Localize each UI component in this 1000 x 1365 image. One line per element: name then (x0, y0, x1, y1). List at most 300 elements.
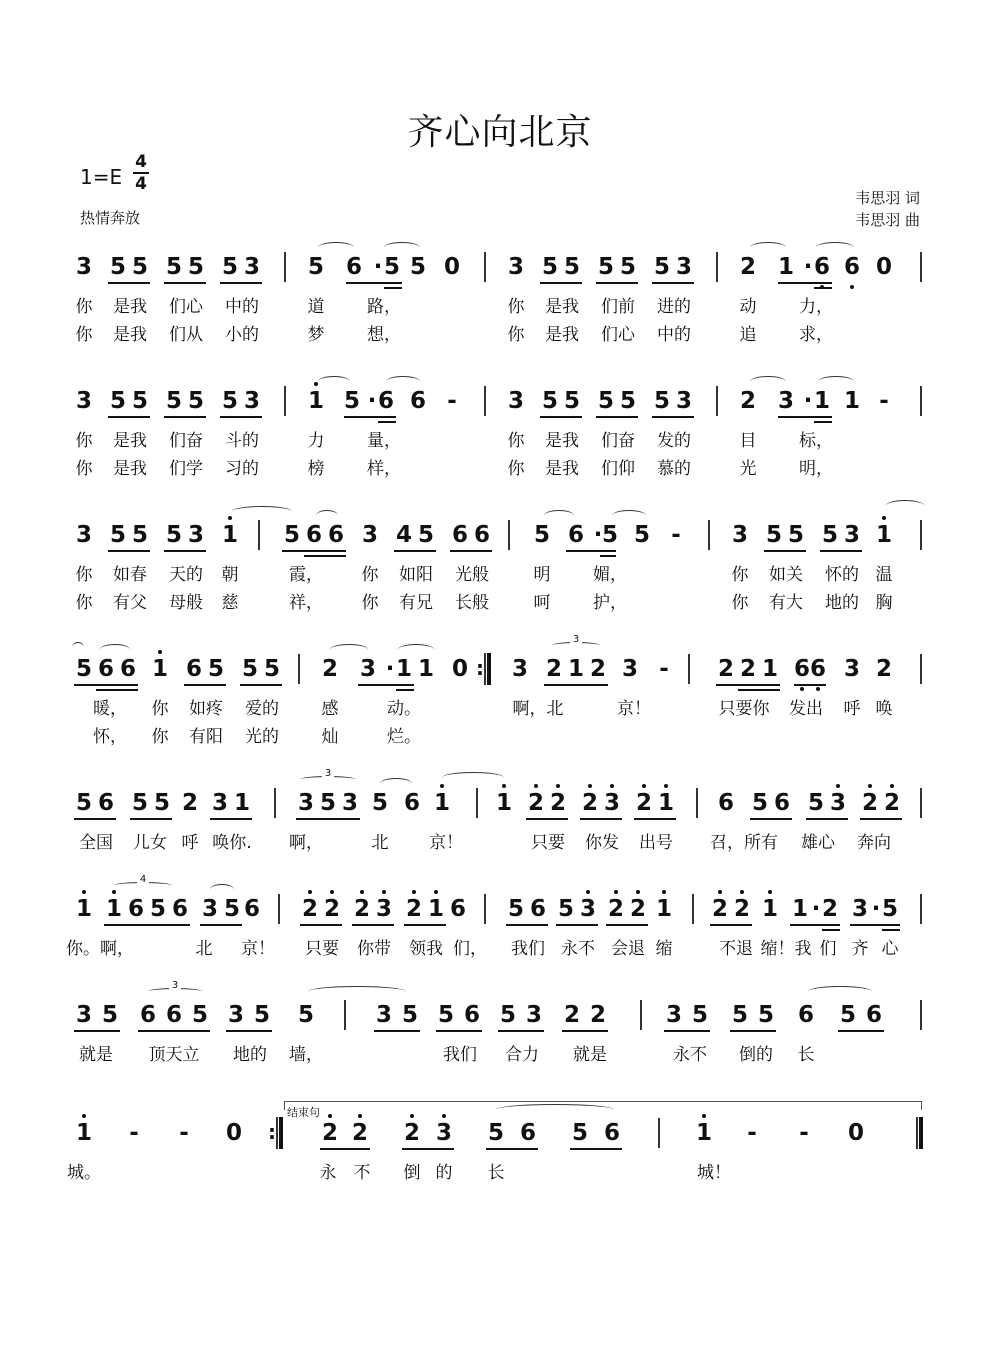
beam-underline (436, 1030, 482, 1032)
note: 5 (731, 1002, 749, 1028)
lyric-text: 们心 (601, 325, 635, 345)
barline (696, 788, 698, 818)
lyric-text: 中的 (657, 325, 691, 345)
beam-underline (164, 282, 206, 284)
beam-underline (498, 1030, 544, 1032)
slur-arc (612, 510, 646, 521)
note: 6 (171, 896, 189, 922)
beam-underline (540, 416, 582, 418)
note: 2 (563, 1002, 581, 1028)
slur-arc (72, 642, 84, 653)
beam-underline (652, 282, 694, 284)
note: 2 (527, 790, 545, 816)
note: 5 (807, 790, 825, 816)
note: 5 (187, 388, 205, 414)
lyric-text: 发的 (657, 431, 691, 451)
barline (508, 520, 510, 550)
lyric-text: 你 (75, 593, 93, 613)
lyric-text: 烂。 (387, 727, 421, 747)
lyric-text: 只要 (305, 939, 339, 959)
lyric-text: 道 (307, 297, 325, 317)
lyric-text: 祥， (289, 593, 323, 613)
slur-arc (818, 376, 854, 387)
lyric-text: 慈 (221, 593, 239, 613)
beam-underline (606, 924, 648, 926)
note: 5 (75, 790, 93, 816)
note: 5 (417, 522, 435, 548)
ending-label: 结束句 (287, 1106, 320, 1119)
lyric-text: 中的 (225, 297, 259, 317)
note: 5 (109, 522, 127, 548)
lyricist-credit: 韦思羽 词 (855, 189, 920, 207)
lyric-text: 地的 (825, 593, 859, 613)
beam-underline (664, 1030, 710, 1032)
lyric-text: 永不 (561, 939, 595, 959)
beam-underline (108, 416, 150, 418)
note: 3 (507, 388, 525, 414)
beam-underline (130, 818, 172, 820)
beam-underline (282, 550, 346, 552)
note: 3 (435, 1120, 453, 1146)
lyric-text: 怀的 (825, 565, 859, 585)
lyric-text: 量， (367, 431, 401, 451)
lyric-text: 有大 (769, 593, 803, 613)
lyric-text: 斗的 (225, 431, 259, 451)
lyric-text: 光 (739, 459, 757, 479)
beam-underline (304, 555, 346, 557)
beam-underline (570, 1148, 622, 1150)
beam-underline (184, 684, 226, 686)
lyric-text: 全国 (79, 833, 113, 853)
lyric-text: 京！ (241, 939, 275, 959)
note: 3 (525, 1002, 543, 1028)
repeat-end-barline (484, 653, 491, 685)
beam-underline (794, 684, 826, 686)
note: 2 (351, 1120, 369, 1146)
note: 5 (787, 522, 805, 548)
note: 3 (227, 1002, 245, 1028)
lyric-text: 如阳 (399, 565, 433, 585)
note: 1 (75, 896, 93, 922)
lyric-text: 想， (367, 325, 401, 345)
note: 6 (463, 1002, 481, 1028)
note: 6 (403, 790, 421, 816)
note: 5 (499, 1002, 517, 1028)
note: 2 (321, 1120, 339, 1146)
note: 5 (131, 790, 149, 816)
lyric-text: 是我 (545, 459, 579, 479)
note: 6 (305, 522, 323, 548)
note: 5 (383, 254, 401, 280)
note: · (811, 896, 821, 922)
note: 2 (545, 656, 563, 682)
beam-underline (200, 924, 242, 926)
barline (920, 788, 922, 818)
lyric-text: 母般 (169, 593, 203, 613)
lyric-text: 是我 (545, 297, 579, 317)
lyric-text: 如疼 (189, 699, 223, 719)
lyric-text: 如春 (113, 565, 147, 585)
slur-arc (316, 510, 338, 521)
beam-underline (346, 282, 402, 284)
barline (274, 788, 276, 818)
note: 3 (243, 388, 261, 414)
note: 3 (603, 790, 621, 816)
note: - (671, 522, 681, 548)
note: 6 (345, 254, 363, 280)
lyric-text: 路， (367, 297, 401, 317)
beam-underline (240, 684, 282, 686)
note: 3 (621, 656, 639, 682)
lyric-text: 有阳 (189, 727, 223, 747)
note: · (593, 522, 603, 548)
note: 3 (211, 790, 229, 816)
tuplet-number: 4 (137, 874, 149, 885)
page-title: 齐心向北京 (407, 112, 593, 153)
ending-bracket (284, 1101, 922, 1110)
note: 1 (843, 388, 861, 414)
note: 0 (847, 1120, 865, 1146)
note: 6 (139, 1002, 157, 1028)
note: 5 (533, 522, 551, 548)
note: 5 (619, 254, 637, 280)
note: 5 (319, 790, 337, 816)
lyric-text: 啊，北 (512, 699, 564, 719)
lyric-text: 北 (195, 939, 213, 959)
note: 3 (75, 1002, 93, 1028)
note: 5 (633, 522, 651, 548)
note: 3 (75, 522, 93, 548)
note: 5 (751, 790, 769, 816)
note: 5 (241, 656, 259, 682)
lyric-text: 召，所有 (710, 833, 778, 853)
note: 2 (405, 896, 423, 922)
note: 1 (657, 790, 675, 816)
note: 5 (101, 1002, 119, 1028)
lyric-text: 不退 (719, 939, 753, 959)
note: 1 (233, 790, 251, 816)
note: 3 (843, 522, 861, 548)
note: 1 (695, 1120, 713, 1146)
note: 3 (359, 656, 377, 682)
barline (920, 1000, 922, 1030)
note: 5 (437, 1002, 455, 1028)
beam-underline (716, 684, 780, 686)
lyric-text: 地的 (233, 1045, 267, 1065)
lyric-text: 们奋 (169, 431, 203, 451)
beam-underline (74, 1030, 120, 1032)
note: 5 (343, 388, 361, 414)
beam-underline (486, 1148, 538, 1150)
note: 6 (813, 254, 831, 280)
slur-arc (544, 510, 574, 521)
barline (692, 894, 694, 924)
lyric-text: 城。 (67, 1163, 101, 1183)
note: 3 (579, 896, 597, 922)
beam-underline (210, 818, 252, 820)
note: 2 (549, 790, 567, 816)
key-signature: 1=E (80, 165, 123, 189)
note: 5 (839, 1002, 857, 1028)
note: 3 (829, 790, 847, 816)
lyric-text: 不 (353, 1163, 371, 1183)
lyric-text: 你 (507, 325, 525, 345)
lyric-text: 光般 (455, 565, 489, 585)
lyric-text: 天的 (169, 565, 203, 585)
note: 3 (675, 254, 693, 280)
note: 1 (417, 656, 435, 682)
beam-underline (164, 416, 206, 418)
lyric-text: 力， (799, 297, 833, 317)
note: 6 (165, 1002, 183, 1028)
note: 5 (619, 388, 637, 414)
note: 2 (861, 790, 879, 816)
note: 0 (225, 1120, 243, 1146)
barline (258, 520, 260, 550)
note: 6 (451, 522, 469, 548)
note: 3 (511, 656, 529, 682)
note: 2 (883, 790, 901, 816)
lyric-text: 只要 (531, 833, 565, 853)
lyric-text: 朝 (221, 565, 239, 585)
lyric-text: 榜 (307, 459, 325, 479)
lyric-text: 们心 (169, 297, 203, 317)
note: 5 (307, 254, 325, 280)
beam-underline (384, 287, 402, 289)
note: 1 (433, 790, 451, 816)
beam-underline (566, 550, 616, 552)
beam-underline (838, 1030, 884, 1032)
barline (920, 252, 922, 282)
beam-underline (596, 416, 638, 418)
note: 5 (507, 896, 525, 922)
note: - (747, 1120, 757, 1146)
tuplet-number: 3 (169, 980, 181, 991)
lyric-text: 你 (75, 431, 93, 451)
note: 1 (791, 896, 809, 922)
note: 1 (495, 790, 513, 816)
lyric-text: 倒 (403, 1163, 421, 1183)
barline (688, 654, 690, 684)
note: 2 (629, 896, 647, 922)
beam-underline (540, 282, 582, 284)
note: 3 (341, 790, 359, 816)
beam-underline (556, 924, 598, 926)
note: 6 (243, 896, 261, 922)
note: 5 (765, 522, 783, 548)
note: 2 (607, 896, 625, 922)
slur-arc (232, 506, 292, 517)
note: 2 (323, 896, 341, 922)
lyric-text: 是我 (545, 431, 579, 451)
note: 3 (75, 388, 93, 414)
lyric-text: 长 (797, 1045, 815, 1065)
note: 5 (223, 896, 241, 922)
tuplet-number: 3 (322, 768, 334, 779)
lyric-text: 合力 (505, 1045, 539, 1065)
note: 6 (473, 522, 491, 548)
barline (658, 1118, 660, 1148)
note: 5 (165, 388, 183, 414)
slur-arc (210, 884, 234, 895)
note: 5 (597, 254, 615, 280)
note: 5 (597, 388, 615, 414)
lyric-text: 暖， (93, 699, 127, 719)
lyric-text: 你 (361, 565, 379, 585)
lyric-text: 永不 (673, 1045, 707, 1065)
lyric-text: 齐 (851, 939, 869, 959)
note: 3 (297, 790, 315, 816)
beam-underline (652, 416, 694, 418)
barline (920, 654, 922, 684)
lyric-text: 你 (507, 459, 525, 479)
beam-underline (764, 550, 806, 552)
lyric-text: 唤 (875, 699, 893, 719)
beam-underline (74, 684, 138, 686)
note: - (659, 656, 669, 682)
slur-arc (398, 644, 434, 655)
note: 1 (75, 1120, 93, 1146)
beam-underline (580, 818, 622, 820)
note: 3 (675, 388, 693, 414)
lyric-text: 北 (371, 833, 389, 853)
lyric-text: 你 (731, 565, 749, 585)
lyric-text: 京！ (429, 833, 463, 853)
note: 6 (97, 790, 115, 816)
lyric-text: 就是 (79, 1045, 113, 1065)
note: 2 (589, 1002, 607, 1028)
note: 5 (541, 388, 559, 414)
note: 2 (403, 1120, 421, 1146)
lyric-text: 啊， (289, 833, 323, 853)
note: 1 (395, 656, 413, 682)
lyric-text: 动。 (387, 699, 421, 719)
lyric-text: 感 (321, 699, 339, 719)
note: 2 (635, 790, 653, 816)
note: 5 (653, 388, 671, 414)
lyric-text: 媚， (593, 565, 627, 585)
note: - (799, 1120, 809, 1146)
beam-underline (738, 689, 780, 691)
repeat-dots: : (268, 1120, 276, 1144)
lyric-text: 你 (361, 593, 379, 613)
tempo-marking: 热情奔放 (80, 209, 141, 227)
note: 6 (567, 522, 585, 548)
lyric-text: 进的 (657, 297, 691, 317)
lyric-text: 缩！我 (760, 939, 812, 959)
beam-underline (450, 550, 492, 552)
note: 0 (451, 656, 469, 682)
barline (920, 386, 922, 416)
note: 2 (353, 896, 371, 922)
note: 5 (165, 254, 183, 280)
beam-underline (394, 550, 436, 552)
note: 6 (603, 1120, 621, 1146)
note: 5 (221, 254, 239, 280)
beam-underline (296, 818, 360, 820)
barline (640, 1000, 642, 1030)
lyric-text: 们奋 (601, 431, 635, 451)
beam-underline (822, 929, 840, 931)
barline (716, 252, 718, 282)
beam-underline (778, 282, 832, 284)
beam-underline (506, 924, 548, 926)
note: 5 (207, 656, 225, 682)
beam-underline (108, 550, 150, 552)
lyric-text: 追 (739, 325, 757, 345)
note: · (803, 388, 813, 414)
beam-underline (882, 929, 900, 931)
lyric-text: 呵 (533, 593, 551, 613)
note: - (879, 388, 889, 414)
lyric-text: 我们 (443, 1045, 477, 1065)
note: 1 (761, 896, 779, 922)
note: 2 (711, 896, 729, 922)
lyric-text: 明， (799, 459, 833, 479)
note: 3 (507, 254, 525, 280)
lyric-text: 的 (435, 1163, 453, 1183)
lyric-text: 是我 (113, 459, 147, 479)
lyric-text: 怀， (93, 727, 127, 747)
barline (284, 252, 286, 282)
lyric-text: 你发 (585, 833, 619, 853)
final-barline (916, 1117, 923, 1149)
note: 5 (131, 254, 149, 280)
note: 4 (395, 522, 413, 548)
note: 5 (165, 522, 183, 548)
lyric-text: 霞， (289, 565, 323, 585)
lyric-text: 小的 (225, 325, 259, 345)
barline (484, 252, 486, 282)
lyric-text: 是我 (113, 297, 147, 317)
note: 5 (253, 1002, 271, 1028)
lyric-text: 我们 (511, 939, 545, 959)
slur-arc (100, 644, 130, 655)
note: 2 (739, 254, 757, 280)
beam-underline (820, 550, 862, 552)
slur-arc (442, 772, 504, 783)
beam-underline (108, 282, 150, 284)
note: 6 (409, 388, 427, 414)
beam-underline (138, 1030, 210, 1032)
lyric-text: 如关 (769, 565, 803, 585)
lyric-text: 慕的 (657, 459, 691, 479)
beam-underline (74, 818, 116, 820)
lyric-text: 你 (507, 431, 525, 451)
note: 6 (717, 790, 735, 816)
lyric-text: 雄心 (801, 833, 835, 853)
slur-arc (750, 242, 786, 253)
barline (716, 386, 718, 416)
note: 5 (691, 1002, 709, 1028)
lyric-text: 温 (875, 565, 893, 585)
time-signature-bottom: 4 (135, 174, 147, 194)
note: 5 (131, 388, 149, 414)
beam-underline (710, 924, 752, 926)
note: 3 (361, 522, 379, 548)
note: 3 (731, 522, 749, 548)
note: 5 (557, 896, 575, 922)
beam-underline (378, 421, 396, 423)
note: 5 (563, 254, 581, 280)
time-signature-top: 4 (135, 152, 147, 172)
note: 5 (221, 388, 239, 414)
time-signature (132, 152, 150, 194)
lyric-text: 你带 (357, 939, 391, 959)
lyric-text: 们 (819, 939, 837, 959)
note: 2 (875, 656, 893, 682)
note: 2 (589, 656, 607, 682)
